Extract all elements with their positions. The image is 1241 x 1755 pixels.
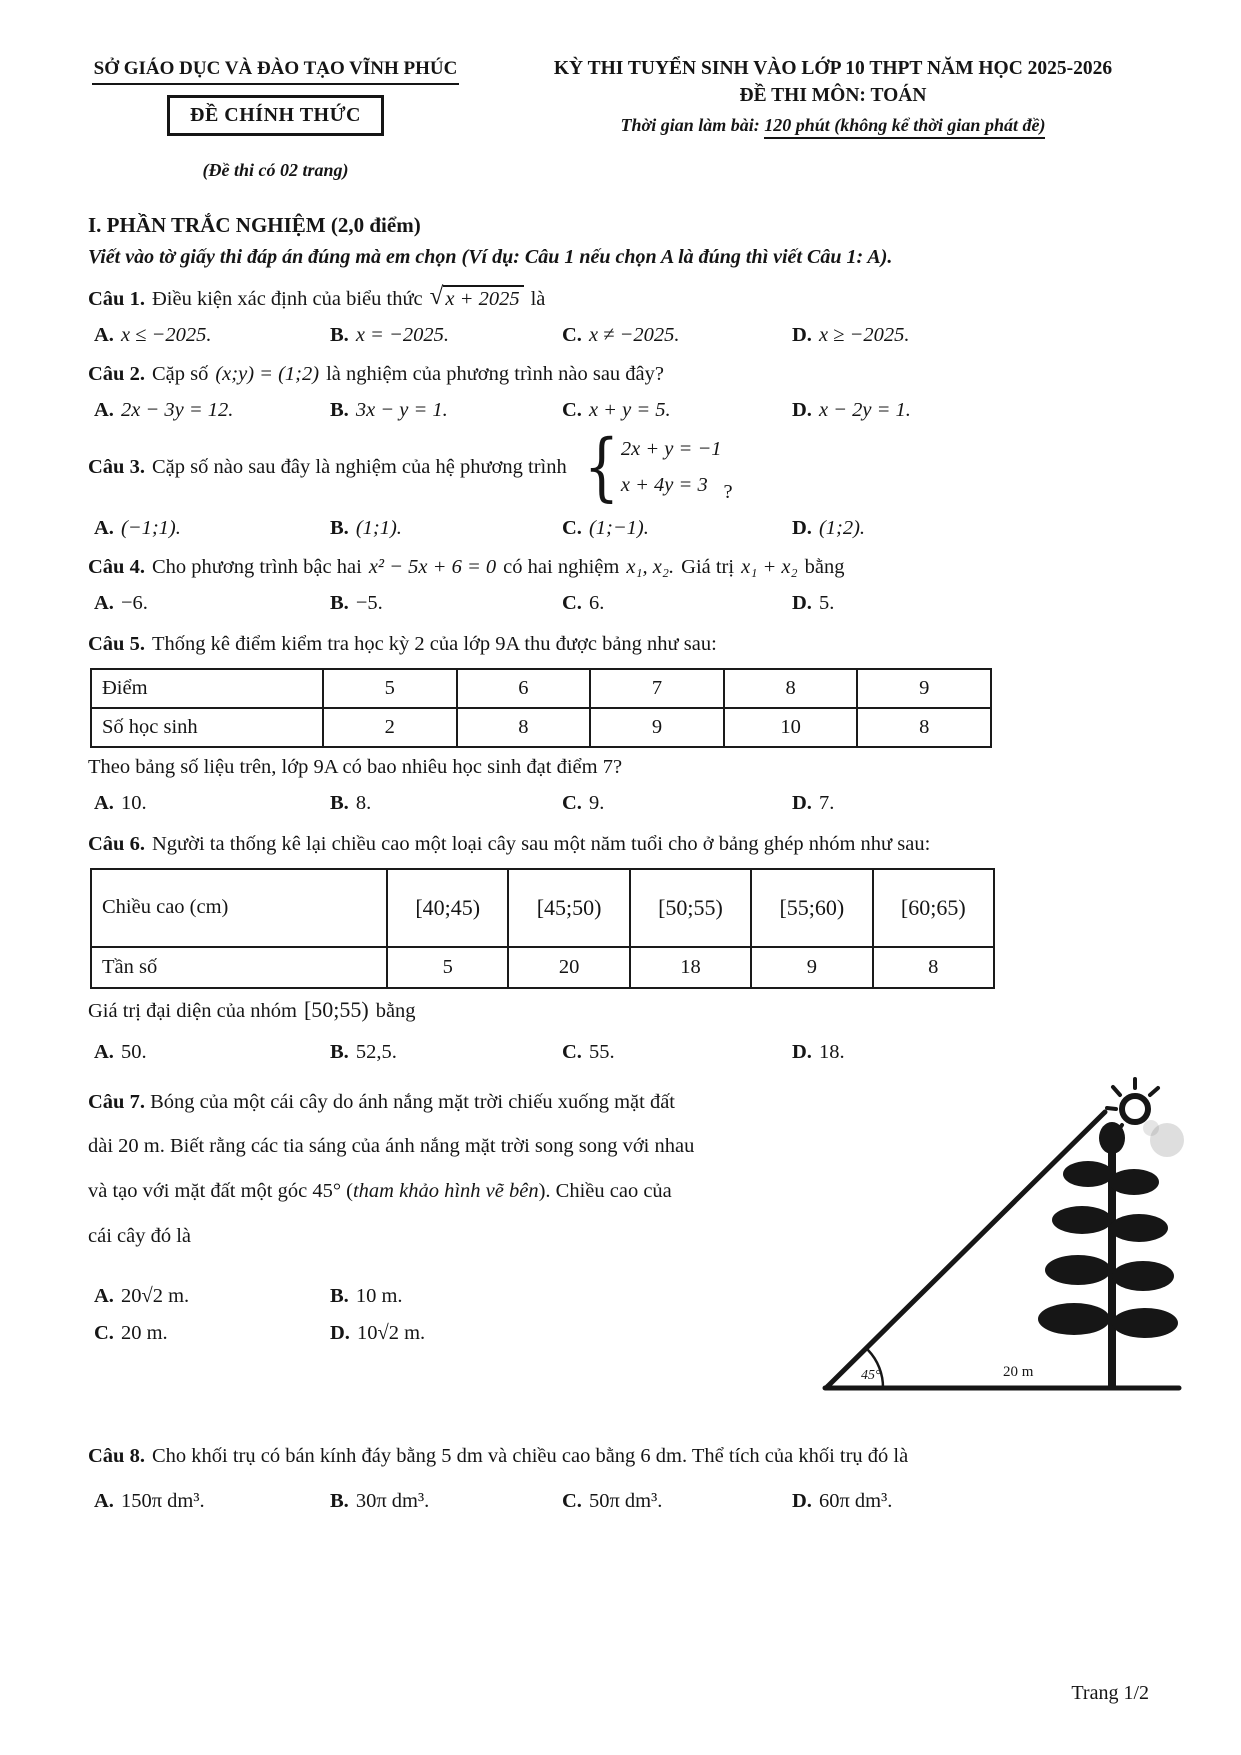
angle-label: 45°: [861, 1367, 881, 1383]
question-8-label: Câu 8.: [88, 1444, 145, 1467]
table-cell: 7: [590, 669, 724, 708]
question-2-label: Câu 2.: [88, 363, 145, 385]
triangle-hypotenuse: [827, 1112, 1105, 1387]
question-7-options: [88, 1285, 574, 1345]
instruction-note: Viết vào tờ giấy thi đáp án đúng mà em chọn (Ví dụ: Câu 1 nếu chọn A là đúng thì viết Câu 1: A).: [88, 246, 893, 268]
figure-svg: [817, 1076, 1189, 1406]
option-a: A. 150π dm³.: [94, 1489, 205, 1512]
header-right-block: [463, 58, 1189, 181]
option-b: B. 3x − y = 1.: [330, 399, 448, 421]
option-b: B. −5.: [330, 591, 383, 614]
section-heading: I. PHẦN TRẮC NGHIỆM (2,0 điểm): [88, 213, 421, 237]
table-cell: Chiều cao (cm): [91, 869, 387, 947]
option-c: C. 55.: [562, 1040, 615, 1063]
option-d: D. 5.: [792, 591, 835, 614]
option-c: C. 6.: [562, 591, 605, 614]
question-6-text: Câu 6. Người ta thống kê lại chiều cao một loại cây sau một năm tuổi cho ở bảng ghép nhóm như sau:: [88, 832, 931, 855]
question-8-options: [88, 1490, 1189, 1513]
question-3-label: Câu 3.: [88, 456, 145, 479]
option-b: B. 8.: [330, 791, 372, 814]
table-row: [91, 869, 994, 947]
table-cell: [45;50): [508, 869, 629, 947]
tree-shadow-figure: [817, 1076, 1189, 1411]
question-5-text: Câu 5. Thống kê điểm kiểm tra học kỳ 2 của lớp 9A thu được bảng như sau:: [88, 632, 717, 655]
duration-value: 120 phút (không kể thời gian phát đề): [764, 115, 1045, 139]
subject-title: ĐỀ THI MÔN: TOÁN: [739, 85, 927, 106]
option-b: B. 10 m.: [330, 1284, 403, 1307]
exam-header: [88, 58, 1189, 181]
question-3-options: [88, 517, 1189, 540]
question-3-text: Câu 3. Cặp số nào sau đây là nghiệm của hệ phương trình { 2x + y = −1 x + 4y = 3 ?: [88, 424, 733, 511]
table-cell: [55;60): [751, 869, 872, 947]
table-cell: 10: [724, 708, 858, 747]
question-1-options: [88, 324, 1189, 347]
table-cell: 5: [323, 669, 457, 708]
equation-system: [578, 424, 733, 511]
option-b: B. 30π dm³.: [330, 1489, 430, 1512]
table-cell: Điểm: [91, 669, 323, 708]
option-d: D. (1;2).: [792, 516, 866, 539]
page-number: Trang 1/2: [1071, 1682, 1149, 1704]
option-a: A. 50.: [94, 1040, 147, 1063]
question-4-label: Câu 4.: [88, 555, 145, 578]
duration-note: [477, 115, 1189, 136]
page-content: [88, 58, 1189, 1513]
question-6-label: Câu 6.: [88, 832, 145, 855]
table-cell: 2: [323, 708, 457, 747]
table-cell: 5: [387, 947, 508, 988]
option-d: D. 10√2 m.: [330, 1321, 426, 1344]
question-7-label: Câu 7.: [88, 1090, 145, 1113]
option-a: A. 2x − 3y = 12.: [94, 399, 234, 421]
option-d: D. x ≥ −2025.: [792, 324, 910, 346]
official-exam-box: ĐỀ CHÍNH THỨC: [167, 95, 384, 136]
table-cell: Tần số: [91, 947, 387, 988]
option-d: D. x − 2y = 1.: [792, 399, 911, 421]
height-frequency-table: [90, 868, 995, 989]
score-table: [90, 668, 992, 748]
tree-icon: [1038, 1122, 1178, 1388]
table-cell: 20: [508, 947, 629, 988]
option-a: A. x ≤ −2025.: [94, 324, 212, 346]
question-7-text: Câu 7. Bóng của một cái cây do ánh nắng mặt trời chiếu xuống mặt đất dài 20 m. Biết rằng các tia sáng của ánh nắng mặt trời song song với nhau và tạo với mặt đất một góc 45° (tham khảo hình vẽ bên). Chiều cao của cái cây đó là: [88, 1090, 695, 1247]
option-c: C. x ≠ −2025.: [562, 324, 680, 346]
exam-title: KỲ THI TUYỂN SINH VÀO LỚP 10 THPT NĂM HỌC 2025-2026: [553, 58, 1113, 79]
question-1-text: Câu 1. Điều kiện xác định của biểu thức √ x + 2025 là: [88, 283, 546, 310]
base-length-label: 20 m: [1003, 1363, 1034, 1380]
question-8-text: Câu 8. Cho khối trụ có bán kính đáy bằng 5 dm và chiều cao bằng 6 dm. Thể tích của khối trụ đó là: [88, 1444, 909, 1467]
question-7-block: [88, 1080, 1189, 1411]
option-a: A. 20√2 m.: [94, 1284, 190, 1307]
sum-expression: x₁ + x₂: [741, 555, 798, 578]
question-4-text: Câu 4. Cho phương trình bậc hai x² − 5x + 6 = 0 có hai nghiệm x₁, x₂. Giá trị x₁ + x₂ bằng: [88, 555, 845, 578]
radical-sign: √: [429, 283, 444, 310]
question-mark: ?: [723, 480, 733, 503]
table-row: [91, 708, 991, 747]
system-equation-1: 2x + y = −1: [620, 438, 722, 460]
radicand: x + 2025: [443, 285, 523, 311]
question-5-subtext: Theo bảng số liệu trên, lớp 9A có bao nhiêu học sinh đạt điểm 7?: [88, 755, 623, 778]
option-d: D. 60π dm³.: [792, 1489, 893, 1512]
question-2-text: Câu 2. Cặp số (x;y) = (1;2) là nghiệm của phương trình nào sau đây?: [88, 363, 664, 385]
roots-expression: x₁, x₂.: [626, 555, 675, 578]
option-a: A. (−1;1).: [94, 516, 181, 539]
question-6-subtext: Giá trị đại diện của nhóm [50;55) bằng: [88, 996, 416, 1022]
pair-expression: (x;y) = (1;2): [215, 363, 320, 385]
table-cell: [50;55): [630, 869, 751, 947]
sqrt-expression: [430, 285, 524, 311]
question-7-left: [88, 1080, 698, 1411]
option-a: A. −6.: [94, 591, 148, 614]
option-c: C. 9.: [562, 791, 605, 814]
option-c: C. 50π dm³.: [562, 1489, 663, 1512]
table-cell: 8: [457, 708, 591, 747]
question-1-label: Câu 1.: [88, 288, 145, 310]
table-cell: 6: [457, 669, 591, 708]
table-cell: 9: [857, 669, 991, 708]
table-row: [91, 947, 994, 988]
system-equation-2: x + 4y = 3: [620, 473, 708, 496]
table-cell: 9: [751, 947, 872, 988]
option-c: C. 20 m.: [94, 1321, 168, 1344]
table-cell: 9: [590, 708, 724, 747]
table-cell: 8: [724, 669, 858, 708]
question-5-label: Câu 5.: [88, 632, 145, 655]
option-b: B. (1;1).: [330, 516, 402, 539]
question-5-options: [88, 792, 1189, 815]
department-title: SỞ GIÁO DỤC VÀ ĐÀO TẠO VĨNH PHÚC: [92, 58, 460, 85]
group-interval: [50;55): [303, 996, 369, 1022]
option-c: C. (1;−1).: [562, 516, 649, 539]
option-a: A. 10.: [94, 791, 147, 814]
duration-prefix: Thời gian làm bài:: [620, 115, 765, 135]
option-b: B. 52,5.: [330, 1040, 397, 1063]
question-4-options: [88, 592, 1189, 615]
table-row: [91, 669, 991, 708]
header-left-block: [88, 58, 463, 181]
table-cell: Số học sinh: [91, 708, 323, 747]
option-d: D. 18.: [792, 1040, 845, 1063]
system-brace: {: [583, 424, 619, 511]
quadratic-equation: x² − 5x + 6 = 0: [368, 555, 497, 578]
question-2-options: [88, 399, 1189, 422]
sun-haze-2: [1143, 1120, 1159, 1136]
pages-note: (Đề thi có 02 trang): [202, 160, 349, 180]
option-b: B. x = −2025.: [330, 324, 449, 346]
table-cell: [60;65): [873, 869, 994, 947]
table-cell: 8: [873, 947, 994, 988]
table-cell: [40;45): [387, 869, 508, 947]
table-cell: 8: [857, 708, 991, 747]
table-cell: 18: [630, 947, 751, 988]
option-d: D. 7.: [792, 791, 835, 814]
question-6-options: [88, 1041, 1189, 1064]
option-c: C. x + y = 5.: [562, 399, 671, 421]
